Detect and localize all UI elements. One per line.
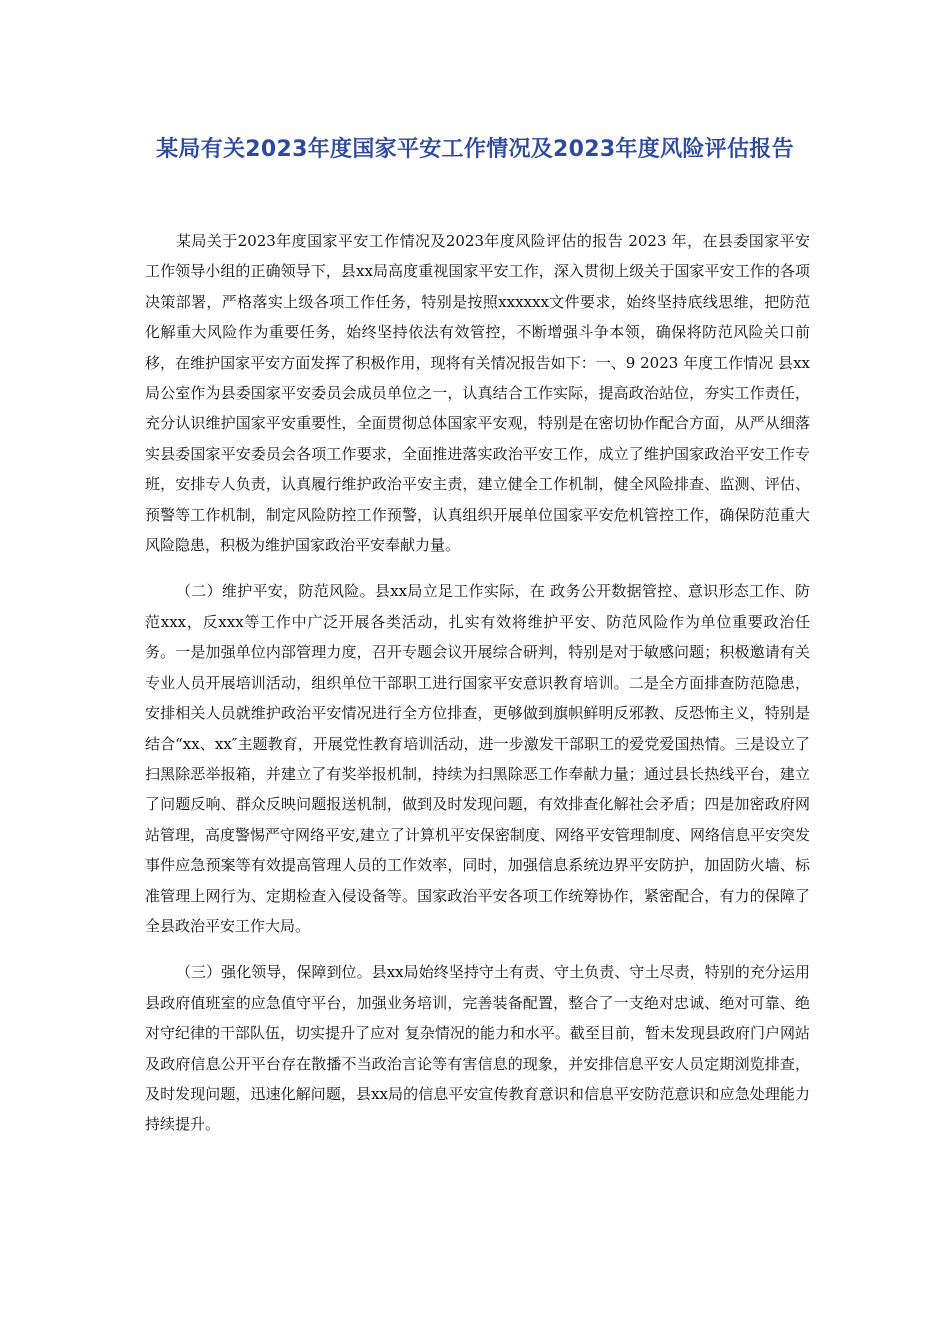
paragraph-section-3: （三）强化领导，保障到位。县xx局始终坚持守土有责、守土负责、守土尽责，特别的充分运用县政府值班室的应急值守平台，加强业务培训，完善装备配置，整合了一支绝对忠诚、绝对可靠、绝对守纪律的干部队伍，切实提升了应对 复杂情况的能力和水平。截至目前，暂未发现县政府门户网站及政府信息公开平台存在散播不当政治言论等有害信息的现象，并安排信息平安人员定期浏览排查，及时发现问题，迅速化解问题，县xx局的信息平安宣传教育意识和信息平安防范意识和应急处理能力持续提升。 (145, 963, 810, 1134)
document-title: 某局有关2023年度国家平安工作情况及2023年度风险评估报告 (156, 137, 794, 162)
document-body (145, 226, 810, 1156)
paragraph-section-2: （二）维护平安，防范风险。县xx局立足工作实际，在 政务公开数据管控、意识形态工作、防范xxx，反xxx等工作中广泛开展各类活动，扎实有效将维护平安、防范风险作为单位重要政治任务。一是加强单位内部管理力度，召开专题会议开展综合研判，特别是对于敏感问题；积极邀请有关专业人员开展培训活动，组织单位干部职工进行国家平安意识教育培训。二是全方面排查防范隐患，安排相关人员就维护政治平安情况进行全方位排查，更够做到旗帜鲜明反邪教、反恐怖主义，特别是结合“xx、xx″主题教育，开展党性教育培训活动，进一步激发干部职工的爱党爱国热情。三是设立了扫黑除恶举报箱，并建立了有奖举报机制，持续为扫黑除恶工作奉献力量；通过县长热线平台，建立了问题反响、群众反映问题报送机制，做到及时发现问题，有效排查化解社会矛盾；四是加密政府网站管理，高度警惕严守网络平安,建立了计算机平安保密制度、网络平安管理制度、网络信息平安突发事件应急预案等有效提高管理人员的工作效率，同时，加强信息系统边界平安防护，加固防火墙、标准管理上网行为、定期检查入侵设备等。国家政治平安各项工作统筹协作，紧密配合，有力的保障了全县政治平安工作大局。 (145, 582, 810, 935)
paragraph-intro: 某局关于2023年度国家平安工作情况及2023年度风险评估的报告 2023 年，在县委国家平安工作领导小组的正确领导下，县xx局高度重视国家平安工作，深入贯彻上级关于国家平安工作的各项决策部署，严格落实上级各项工作任务，特别是按照xxxxxx文件要求，始终坚持底线思维，把防范化解重大风险作为重要任务，始终坚持依法有效管控，不断增强斗争本领，确保将防范风险关口前移，在维护国家平安方面发挥了积极作用，现将有关情况报告如下：一、9 2023 年度工作情况 县xx局公室作为县委国家平安委员会成员单位之一，认真结合工作实际，提高政治站位，夯实工作责任，充分认识维护国家平安重要性，全面贯彻总体国家平安观，特别是在密切协作配合方面，从严从细落实县委国家平安委员会各项工作要求，全面推进落实政治平安工作，成立了维护国家政治平安工作专班，安排专人负责，认真履行维护政治平安主责，建立健全工作机制，健全风险排查、监测、评估、预警等工作机制，制定风险防控工作预警，认真组织开展单位国家平安危机管控工作，确保防范重大风险隐患，积极为维护国家政治平安奉献力量。 (145, 232, 810, 555)
